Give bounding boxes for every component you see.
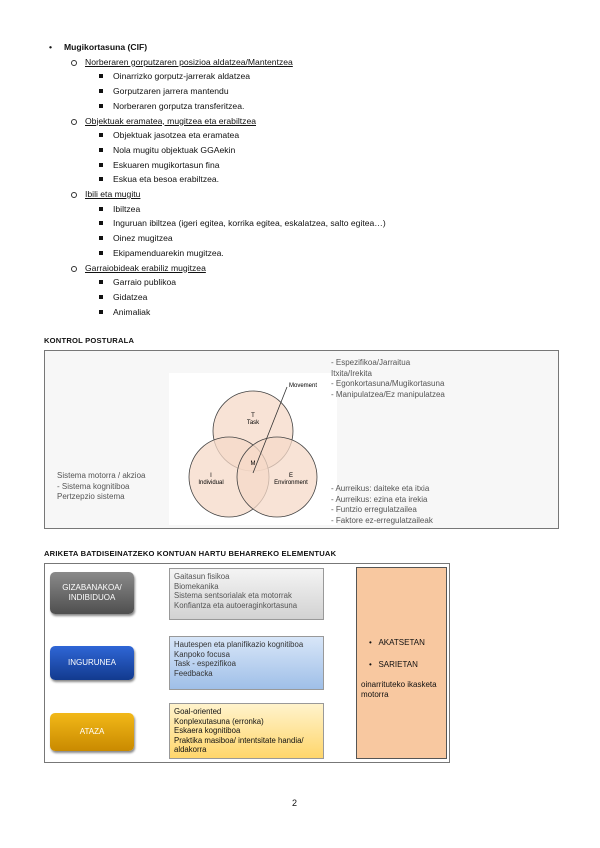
outline-item: Oinez mugitzea bbox=[44, 231, 564, 246]
outline-item: Animaliak bbox=[44, 305, 564, 320]
task-factors-box bbox=[169, 703, 324, 759]
outline-section: Garraiobideak erabiliz mugitzea bbox=[44, 261, 564, 276]
task-letter: T bbox=[251, 413, 255, 419]
individual-letter: I bbox=[210, 473, 212, 479]
outline-section: Norberaren gorputzaren posizioa aldatzea/Mantentzea bbox=[44, 55, 564, 70]
outline-item: Gorputzaren jarrera mantendu bbox=[44, 84, 564, 99]
factor-line: Biomekanika bbox=[174, 581, 219, 591]
task-attr-line: - Espezifikoa/Jarraitua bbox=[331, 358, 411, 367]
environment-label: Environment bbox=[274, 480, 308, 486]
factor-line: Task - espezifikoa bbox=[174, 659, 236, 669]
factor-line: Sistema sentsorialak eta motorrak bbox=[174, 591, 292, 601]
environment-attributes bbox=[331, 484, 433, 526]
env-attr-line: - Faktore ez-erregulatzaileak bbox=[331, 515, 433, 525]
individual-label-box bbox=[50, 572, 134, 614]
outline-item: Eskuaren mugikortasun fina bbox=[44, 158, 564, 173]
env-attr-line: - Funtzio erregulatzailea bbox=[331, 505, 417, 514]
movement-label: Movement bbox=[289, 383, 318, 389]
outline-item: Eskua eta besoa erabiltzea. bbox=[44, 172, 564, 187]
factor-line: Feedbacka bbox=[174, 668, 213, 678]
outline-section: Objektuak eramatea, mugitzea eta erabiltzea bbox=[44, 114, 564, 129]
exercise-elements-figure bbox=[44, 563, 450, 763]
system-list bbox=[57, 471, 145, 503]
center-label: M bbox=[250, 461, 256, 467]
factor-line: Goal-oriented bbox=[174, 707, 222, 716]
mobility-outline bbox=[44, 40, 564, 319]
kontrol-heading: KONTROL POSTURALA bbox=[44, 336, 135, 345]
system-line: - Sistema kognitiboa bbox=[57, 481, 130, 491]
outline-item: Oinarrizko gorputz-jarrerak aldatzea bbox=[44, 69, 564, 84]
environment-label-line: INGURUNEA bbox=[67, 658, 116, 667]
env-attr-line: - Aurreikus: ezina eta irekia bbox=[331, 494, 428, 504]
ariketa-heading: ARIKETA BATDISEINATZEKO KONTUAN HARTU BEHARREKO ELEMENTUAK bbox=[44, 549, 337, 558]
outline-item: Ibiltzea bbox=[44, 202, 564, 217]
outline-item: Objektuak jasotzea eta eramatea bbox=[44, 128, 564, 143]
factor-line: Praktika masiboa/ intentsitate handia/ aldakorra bbox=[174, 735, 304, 755]
postural-control-figure bbox=[44, 350, 559, 529]
individual-label-line: INDIBIDUOA bbox=[68, 593, 116, 602]
environment-factors-box bbox=[169, 636, 324, 690]
environment-circle bbox=[237, 437, 317, 517]
individual-label-line: GIZABANAKOA/ bbox=[62, 583, 122, 592]
factor-line: Eskaera kognitiboa bbox=[174, 726, 241, 736]
page-number: 2 bbox=[292, 798, 298, 808]
orange-text: oinarrituteko ikasketa motorra bbox=[361, 680, 437, 699]
orange-bullet: • AKATSETAN bbox=[369, 638, 425, 647]
factor-line: Konplexutasuna (erronka) bbox=[174, 716, 264, 726]
outline-section: Ibili eta mugitu bbox=[44, 187, 564, 202]
outline-item: Ekipamenduarekin mugitzea. bbox=[44, 246, 564, 261]
outline-item: Norberaren gorputza transferitzea. bbox=[44, 99, 564, 114]
factor-line: Konfiantza eta autoeraginkortasuna bbox=[174, 600, 298, 610]
outline-item: Nola mugitu objektuak GGAekin bbox=[44, 143, 564, 158]
venn-diagram bbox=[169, 373, 337, 525]
environment-label-box bbox=[50, 646, 134, 680]
task-label-line: ATAZA bbox=[79, 727, 105, 736]
task-label: Task bbox=[246, 420, 260, 426]
factor-line: Kanpoko focusa bbox=[174, 649, 230, 659]
outline-item: Gidatzea bbox=[44, 290, 564, 305]
orange-bullet: • SARIETAN bbox=[369, 660, 418, 669]
system-line: Pertzepzio sistema bbox=[57, 492, 125, 501]
system-line: Sistema motorra / akzioa bbox=[57, 471, 146, 480]
task-attr-line: - Manipulatzea/Ez manipulatzea bbox=[331, 389, 445, 399]
outline-item: Garraio publikoa bbox=[44, 275, 564, 290]
task-attr-line: Itxita/Irekita bbox=[331, 368, 372, 378]
individual-label: Individual bbox=[198, 480, 224, 486]
outline-title: • Mugikortasuna (CIF) bbox=[44, 40, 564, 55]
task-attributes bbox=[331, 358, 445, 400]
outline-item: Inguruan ibiltzea (igeri egitea, korrika egitea, eskalatzea, salto egitea…) bbox=[44, 216, 564, 231]
task-label-box bbox=[50, 713, 134, 751]
individual-factors-box bbox=[169, 568, 324, 620]
factor-line: Hautespen eta planifikazio kognitiboa bbox=[174, 640, 304, 649]
factor-line: Gaitasun fisikoa bbox=[174, 572, 230, 581]
motor-learning-panel bbox=[356, 567, 447, 759]
environment-letter: E bbox=[288, 473, 294, 479]
task-attr-line: - Egonkortasuna/Mugikortasuna bbox=[331, 379, 445, 388]
env-attr-line: - Aurreikus: daiteke eta itxia bbox=[331, 484, 430, 493]
